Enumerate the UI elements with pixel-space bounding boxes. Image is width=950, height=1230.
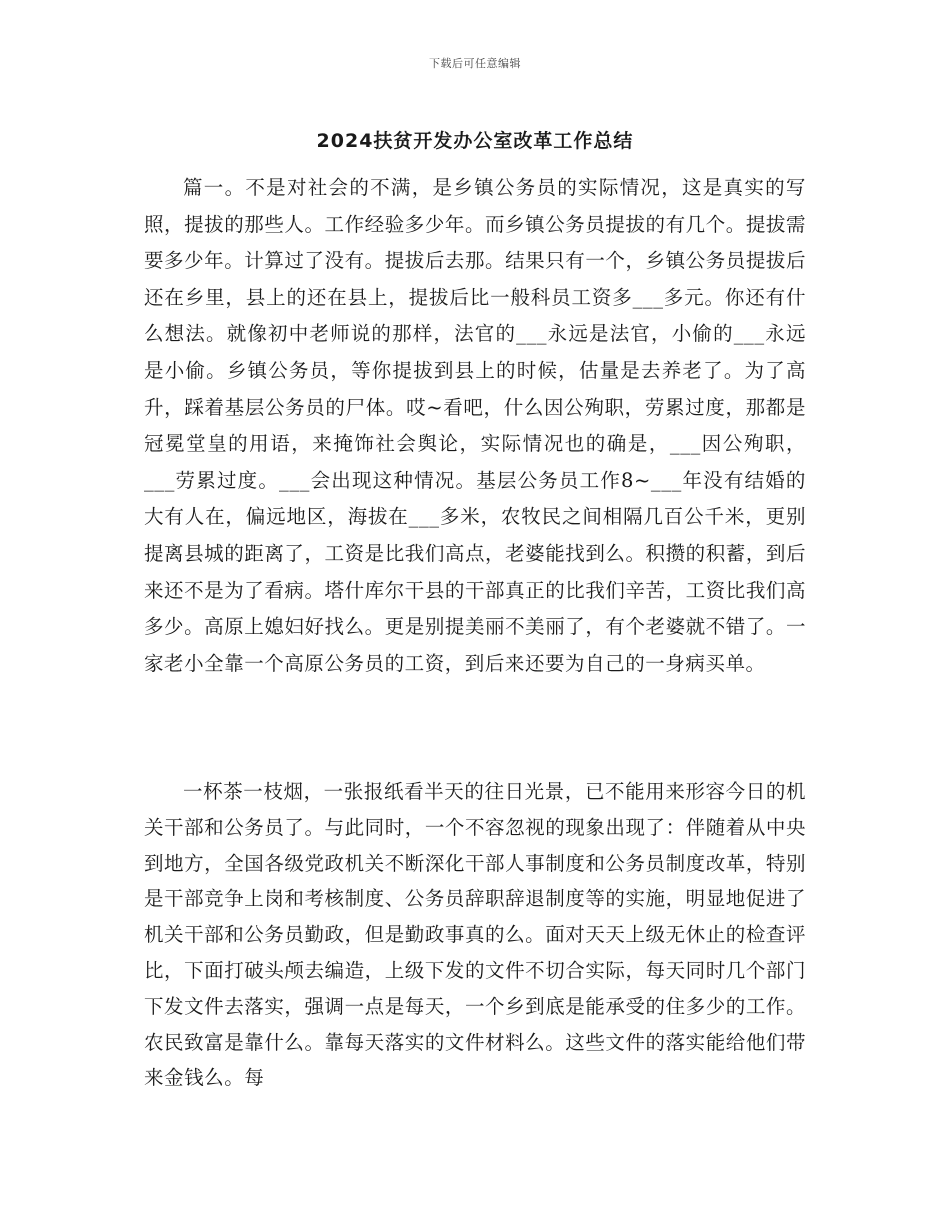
- body-paragraph-1: 篇一。不是对社会的不满，是乡镇公务员的实际情况，这是真实的写照，提拔的那些人。工作经验多少年。而乡镇公务员提拔的有几个。提拔需要多少年。计算过了没有。提拔后去那。结果只有一个，乡镇公务员提拔后还在乡里，县上的还在县上，提拔后比一般科员工资多___多元。你还有什么想法。就像初中老师说的那样，法官的___永远是法官，小偷的___永远是小偷。乡镇公务员，等你提拔到县上的时候，估量是去养老了。为了高升，踩着基层公务员的尸体。哎~看吧，什么因公殉职，劳累过度，那都是冠冕堂皇的用语，来掩饰社会舆论，实际情况也的确是，___因公殉职，___劳累过度。___会出现这种情况。基层公务员工作8~___年没有结婚的大有人在，偏远地区，海拔在___多米，农牧民之间相隔几百公千米，更别提离县城的距离了，工资是比我们高点，老婆能找到么。积攒的积蓄，到后来还不是为了看病。塔什库尔干县的干部真正的比我们辛苦，工资比我们高多少。高原上媳妇好找么。更是别提美丽不美丽了，有个老婆就不错了。一家老小全靠一个高原公务员的工资，到后来还要为自己的一身病买单。: [144, 176, 806, 675]
- document-title: 2024扶贫开发办公室改革工作总结: [316, 130, 634, 152]
- body-paragraph-2: 一杯茶一枝烟，一张报纸看半天的往日光景，已不能用来形容今日的机关干部和公务员了。与此同时，一个不容忽视的现象出现了：伴随着从中央到地方，全国各级党政机关不断深化干部人事制度和公务员制度改革，特别是干部竞争上岗和考核制度、公务员辞职辞退制度等的实施，明显地促进了机关干部和公务员勤政，但是勤政事真的么。面对天天上级无休止的检查评比，下面打破头颅去编造，上级下发的文件不切合实际，每天同时几个部门下发文件去落实，强调一点是每天，一个乡到底是能承受的住多少的工作。农民致富是靠什么。靠每天落实的文件材料么。这些文件的落实能给他们带来金钱么。每: [144, 780, 806, 1090]
- header-note: 下载后可任意编辑: [429, 57, 521, 70]
